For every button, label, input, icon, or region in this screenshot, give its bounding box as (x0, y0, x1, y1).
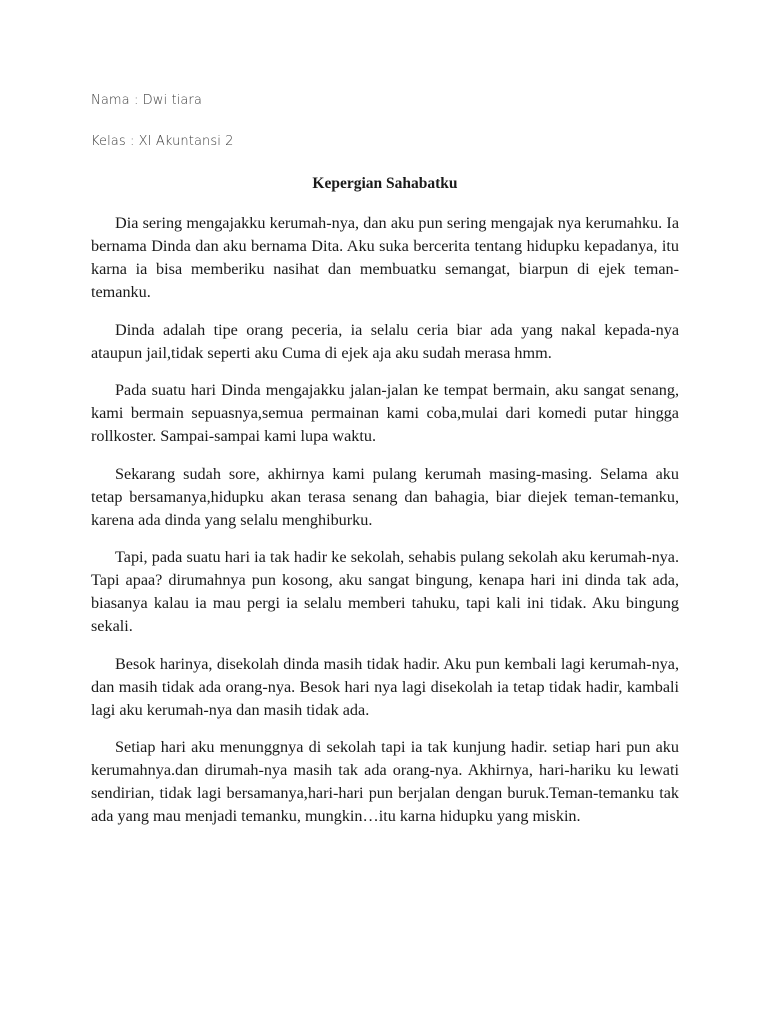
story-paragraph: Sekarang sudah sore, akhirnya kami pulang kerumah masing-masing. Selama aku tetap bersamanya,hidupku akan terasa senang dan bahagia, biar diejek teman-temanku, karena ada dinda yang selalu menghiburku. (91, 464, 679, 529)
story-paragraph: Setiap hari aku menunggnya di sekolah tapi ia tak kunjung hadir. setiap hari pun aku kerumahnya.dan dirumah-nya masih tak ada orang-nya. Akhirnya, hari-hariku ku lewati sendirian, tidak lagi bersamanya,hari-hari pun berjalan dengan buruk.Teman-temanku tak ada yang mau menjadi temanku, mungkin…itu karna hidupku yang miskin. (91, 738, 679, 825)
story-body (91, 212, 679, 843)
student-class-line: Kelas : XI Akuntansi 2 (91, 134, 234, 149)
story-paragraph: Tapi, pada suatu hari ia tak hadir ke sekolah, sehabis pulang sekolah aku kerumah-nya. Tapi apaa? dirumahnya pun kosong, aku sangat bingung, kenapa hari ini dinda tak ada, biasanya kalau ia mau pergi ia selalu memberi tahuku, tapi kali ini tidak. Aku bingung sekali. (91, 548, 679, 635)
story-paragraph: Dia sering mengajakku kerumah-nya, dan aku pun sering mengajak nya kerumahku. Ia bernama Dinda dan aku bernama Dita. Aku suka bercerita tentang hidupku kepadanya, itu karna ia bisa memberiku nasihat dan membuatku semangat, biarpun di ejek teman-temanku. (91, 214, 679, 301)
story-title: Kepergian Sahabatku (312, 175, 458, 192)
student-name-line: Nama : Dwi tiara (91, 93, 202, 108)
story-paragraph: Dinda adalah tipe orang peceria, ia selalu ceria biar ada yang nakal kepada-nya ataupun jail,tidak seperti aku Cuma di ejek aja aku sudah merasa hmm. (91, 320, 679, 362)
story-paragraph: Pada suatu hari Dinda mengajakku jalan-jalan ke tempat bermain, aku sangat senang, kami bermain sepuasnya,semua permainan kami coba,mulai dari komedi putar hingga rollkoster. Sampai-sampai kami lupa waktu. (91, 381, 679, 445)
story-paragraph: Besok harinya, disekolah dinda masih tidak hadir. Aku pun kembali lagi kerumah-nya, dan masih tidak ada orang-nya. Besok hari nya lagi disekolah ia tetap tidak hadir, kambali lagi aku kerumah-nya dan masih tidak ada. (91, 654, 679, 719)
